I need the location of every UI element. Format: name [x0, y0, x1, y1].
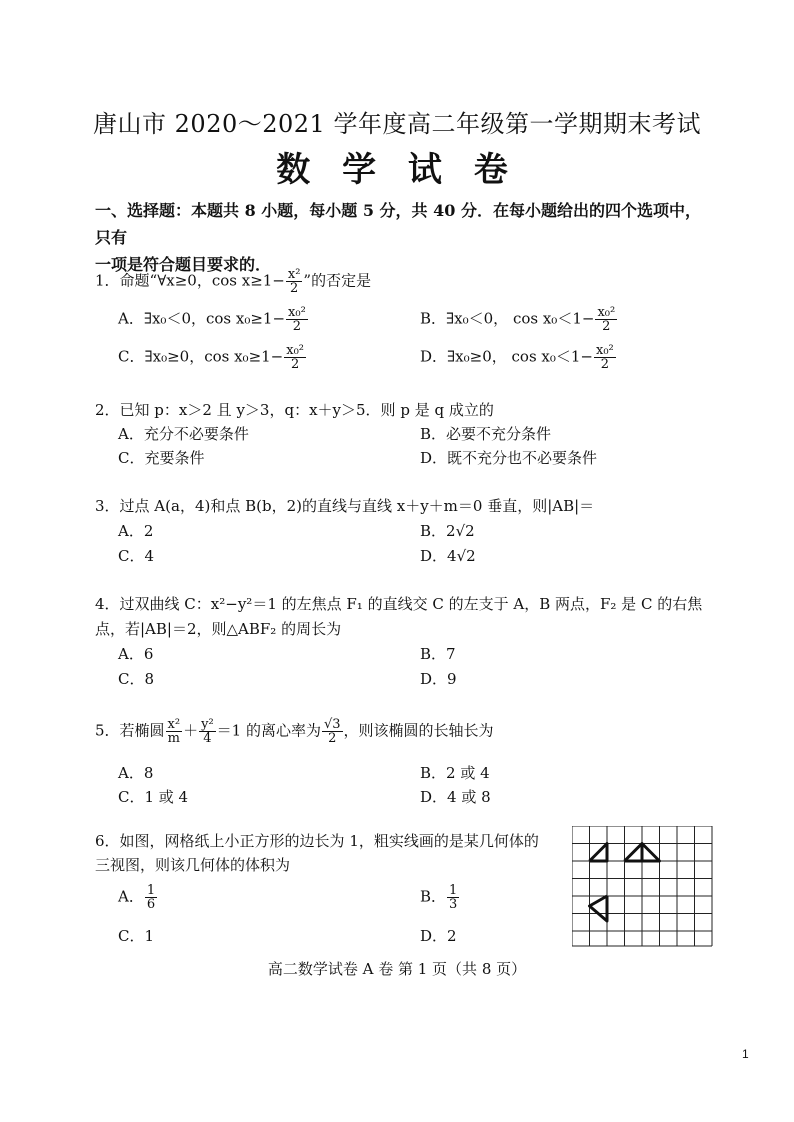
q1-opt-c-text: C．∃x₀≥0，cos x₀≥1− [118, 347, 284, 366]
q1-opt-d-num: x₀² [596, 343, 614, 358]
q1-opt-d-text: D．∃x₀≥0， cos x₀＜1− [420, 347, 593, 366]
q6-opt-a-den: 6 [146, 897, 156, 912]
q4-option-c[interactable]: C．8 [118, 670, 155, 688]
q5-plus: ＋ [183, 721, 199, 740]
q1-frac-den: 2 [290, 281, 299, 296]
q5-option-d[interactable]: D．4 或 8 [420, 788, 491, 806]
top-view [590, 896, 608, 921]
q5-option-b[interactable]: B．2 或 4 [420, 764, 490, 782]
q4-option-d[interactable]: D．9 [420, 670, 457, 688]
q6-opt-b-label: B． [420, 887, 447, 906]
q1-opt-a-text: A．∃x₀＜0，cos x₀≥1− [118, 309, 286, 328]
q5-frac1-den: m [167, 731, 180, 746]
three-view-figure [572, 826, 714, 952]
page-number: 1 [742, 1047, 749, 1061]
page-footer: 高二数学试卷 A 卷 第 1 页（共 8 页） [267, 960, 527, 978]
q1-option-b[interactable] [420, 306, 618, 333]
q6-option-c[interactable]: C．1 [118, 927, 155, 945]
q4-stem-line-2: 点，若|AB|＝2，则△ABF₂ 的周长为 [95, 620, 342, 638]
q4-option-a[interactable]: A．6 [118, 645, 154, 663]
q1-opt-b-den: 2 [602, 319, 611, 334]
front-view [590, 844, 608, 862]
q3-option-d[interactable]: D．4√2 [420, 547, 476, 565]
q6-opt-a-label: A． [118, 887, 144, 906]
q5-frac2-den: 4 [203, 731, 212, 746]
main-title: 数 学 试 卷 [276, 150, 518, 190]
q6-stem-line-2: 三视图，则该几何体的体积为 [95, 856, 291, 874]
q5-frac-2 [199, 718, 216, 745]
q6-option-b[interactable] [420, 884, 460, 911]
q1-stem [95, 268, 705, 295]
section-line-1: 一、选择题：本题共 8 小题，每小题 5 分，共 40 分．在每小题给出的四个选项中，只有 [95, 201, 701, 247]
q5-stem-post: ，则该椭圆的长轴长为 [343, 721, 494, 740]
q2-stem: 2．已知 p：x＞2 且 y＞3，q：x＋y＞5．则 p 是 q 成立的 [95, 401, 494, 419]
q6-opt-b-den: 3 [449, 897, 458, 912]
q1-opt-a-num: x₀² [288, 305, 306, 320]
q1-opt-d-frac [594, 344, 616, 371]
section-line-2: 一项是符合题目要求的． [95, 255, 272, 274]
q1-opt-c-den: 2 [290, 357, 300, 372]
q1-opt-a-frac [286, 306, 308, 333]
q3-option-b[interactable]: B．2√2 [420, 522, 475, 540]
q4-stem-line-1: 4．过双曲线 C：x²−y²＝1 的左焦点 F₁ 的直线交 C 的左支于 A，B 两点，F₂ 是 C 的右焦 [95, 595, 703, 613]
q2-option-a[interactable]: A．充分不必要条件 [118, 425, 249, 443]
exam-title-line: 唐山市 2020～2021 学年度高二年级第一学期期末考试 [93, 110, 701, 138]
q6-option-a[interactable] [118, 884, 158, 911]
q1-opt-c-frac [284, 344, 306, 371]
q4-option-b[interactable]: B．7 [420, 645, 456, 663]
q5-frac1-num: x² [167, 717, 181, 732]
q1-option-a[interactable] [118, 306, 309, 333]
q6-opt-a-frac [145, 884, 157, 911]
q1-option-c[interactable] [118, 344, 307, 371]
q6-opt-b-num: 1 [449, 883, 458, 898]
q2-option-d[interactable]: D．既不充分也不必要条件 [420, 449, 598, 467]
q5-frac3-num: √3 [323, 717, 341, 732]
q1-opt-a-den: 2 [292, 319, 302, 334]
q6-opt-b-frac [447, 884, 459, 911]
q5-frac2-num: y² [201, 717, 214, 732]
q3-option-a[interactable]: A．2 [118, 522, 154, 540]
q6-opt-a-num: 1 [146, 883, 156, 898]
q1-opt-b-num: x₀² [597, 305, 616, 320]
q1-fraction [286, 268, 303, 295]
q5-stem-pre: 5．若椭圆 [95, 721, 165, 740]
three-view-grid-svg [572, 826, 714, 948]
q3-option-c[interactable]: C．4 [118, 547, 155, 565]
q1-opt-b-frac [595, 306, 617, 333]
q1-option-d[interactable] [420, 344, 617, 371]
q5-frac3-den: 2 [328, 731, 337, 746]
q2-option-b[interactable]: B．必要不充分条件 [420, 425, 552, 443]
section-heading [95, 197, 715, 278]
q5-stem [95, 718, 705, 745]
q1-opt-c-num: x₀² [286, 343, 305, 358]
q1-opt-b-text: B．∃x₀＜0， cos x₀＜1− [420, 309, 595, 328]
q2-option-c[interactable]: C．充要条件 [118, 449, 205, 467]
q5-stem-mid: ＝1 的离心率为 [216, 721, 321, 740]
q1-stem-post: ”的否定是 [303, 271, 372, 290]
q5-frac-3 [322, 718, 343, 745]
q6-option-d[interactable]: D．2 [420, 927, 457, 945]
q5-frac-1 [166, 718, 183, 745]
q6-stem-line-1: 6．如图，网格纸上小正方形的边长为 1，粗实线画的是某几何体的 [95, 832, 539, 850]
q1-frac-num: x² [287, 267, 301, 282]
q1-stem-pre: 1．命题“∀x≥0，cos x≥1− [95, 271, 285, 290]
q5-option-a[interactable]: A．8 [118, 764, 154, 782]
q1-opt-d-den: 2 [600, 357, 610, 372]
q5-option-c[interactable]: C．1 或 4 [118, 788, 189, 806]
q3-stem: 3．过点 A(a，4)和点 B(b，2)的直线与直线 x＋y＋m＝0 垂直，则|AB|＝ [95, 497, 595, 515]
